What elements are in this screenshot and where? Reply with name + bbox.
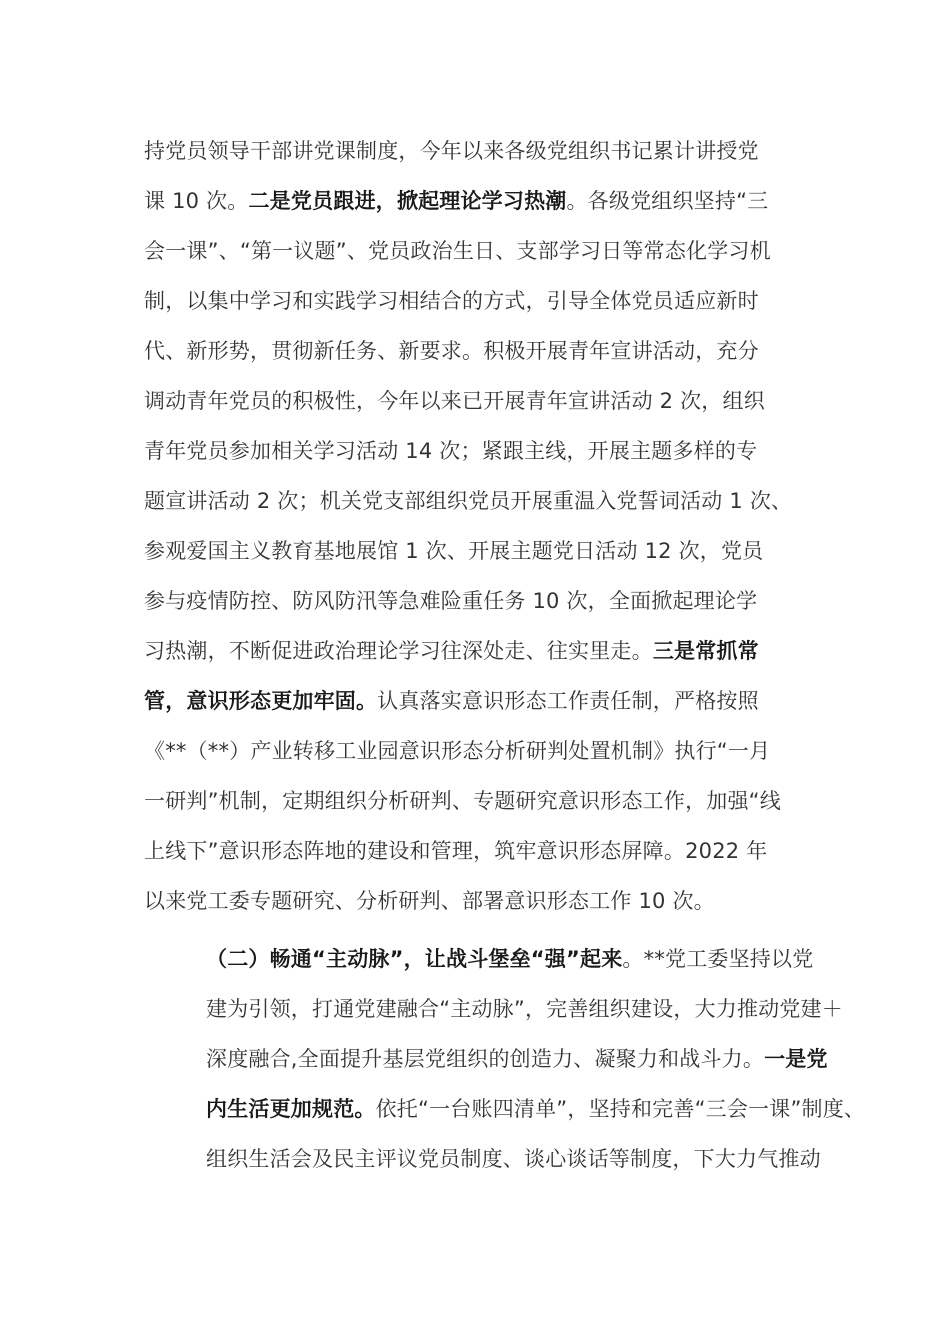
body-text: 一研判”机制，定期组织分析研判、专题研究意识形态工作，加强“线 xyxy=(144,789,781,813)
bold-heading-text: 一是党 xyxy=(764,1047,828,1071)
body-text: 代、新形势，贯彻新任务、新要求。积极开展青年宣讲活动，充分 xyxy=(144,339,759,363)
text-line xyxy=(144,776,824,826)
text-line xyxy=(144,576,824,626)
bold-heading-text: 管，意识形态更加牢固。 xyxy=(144,689,378,713)
text-line xyxy=(144,476,824,526)
body-text: 。各级党组织坚持“三 xyxy=(566,189,769,213)
text-line xyxy=(144,876,824,926)
paragraph-theory-study xyxy=(144,126,824,926)
text-line xyxy=(144,1134,824,1184)
bold-heading-text: 二是党员跟进，掀起理论学习热潮 xyxy=(248,189,567,213)
body-text: 以来党工委专题研究、分析研判、部署意识形态工作 10 次。 xyxy=(144,889,715,913)
text-line xyxy=(144,276,824,326)
text-line xyxy=(144,676,824,726)
text-line xyxy=(144,1034,828,1084)
body-text: 制，以集中学习和实践学习相结合的方式，引导全体党员适应新时 xyxy=(144,289,759,313)
body-text: 《**（**）产业转移工业园意识形态分析研判处置机制》执行“一月 xyxy=(144,739,771,763)
body-text: 认真落实意识形态工作责任制，严格按照 xyxy=(377,689,759,713)
text-line xyxy=(144,176,824,226)
text-line xyxy=(144,326,824,376)
text-line xyxy=(144,934,824,984)
text-line xyxy=(144,726,824,776)
body-text: 课 10 次。 xyxy=(144,189,249,213)
body-text: 上线下”意识形态阵地的建设和管理，筑牢意识形态屏障。2022 年 xyxy=(144,839,768,863)
body-text: 参与疫情防控、防风防汛等急难险重任务 10 次，全面掀起理论学 xyxy=(144,589,758,613)
bold-heading-text: （二）畅通“主动脉”，让战斗堡垒“强”起来 xyxy=(206,947,623,971)
bold-heading-text: 内生活更加规范。 xyxy=(206,1097,376,1121)
body-text: 习热潮，不断促进政治理论学习往深处走、往实里走。 xyxy=(144,639,653,663)
body-text: 青年党员参加相关学习活动 14 次；紧跟主线，开展主题多样的专 xyxy=(144,439,758,463)
body-text: 调动青年党员的积极性，今年以来已开展青年宣讲活动 2 次，组织 xyxy=(144,389,765,413)
text-line xyxy=(144,826,824,876)
text-line xyxy=(144,426,824,476)
bold-heading-text: 三是常抓常 xyxy=(652,639,759,663)
body-text: 会一课”、“第一议题”、党员政治生日、支部学习日等常态化学习机 xyxy=(144,239,771,263)
text-line xyxy=(144,376,824,426)
body-text: 组织生活会及民主评议党员制度、谈心谈话等制度，下大力气推动 xyxy=(206,1147,821,1171)
body-text: 持党员领导干部讲党课制度，今年以来各级党组织书记累计讲授党 xyxy=(144,139,759,163)
text-line xyxy=(144,526,824,576)
text-line xyxy=(144,226,824,276)
body-text: 依托“一台账四清单”，坚持和完善“三会一课”制度、 xyxy=(375,1097,866,1121)
body-text: 深度融合,全面提升基层党组织的创造力、凝聚力和战斗力。 xyxy=(206,1047,765,1071)
body-text: 。**党工委坚持以党 xyxy=(622,947,814,971)
body-text: 题宣讲活动 2 次；机关党支部组织党员开展重温入党誓词活动 1 次、 xyxy=(144,489,793,513)
document-body xyxy=(144,126,866,1184)
text-line xyxy=(144,1084,866,1134)
text-line xyxy=(144,126,824,176)
text-line xyxy=(144,626,824,676)
body-text: 建为引领，打通党建融合“主动脉”，完善组织建设，大力推动党建＋ xyxy=(206,997,843,1021)
text-line xyxy=(144,984,843,1034)
paragraph-main-artery xyxy=(144,934,866,1184)
body-text: 参观爱国主义教育基地展馆 1 次、开展主题党日活动 12 次，党员 xyxy=(144,539,764,563)
